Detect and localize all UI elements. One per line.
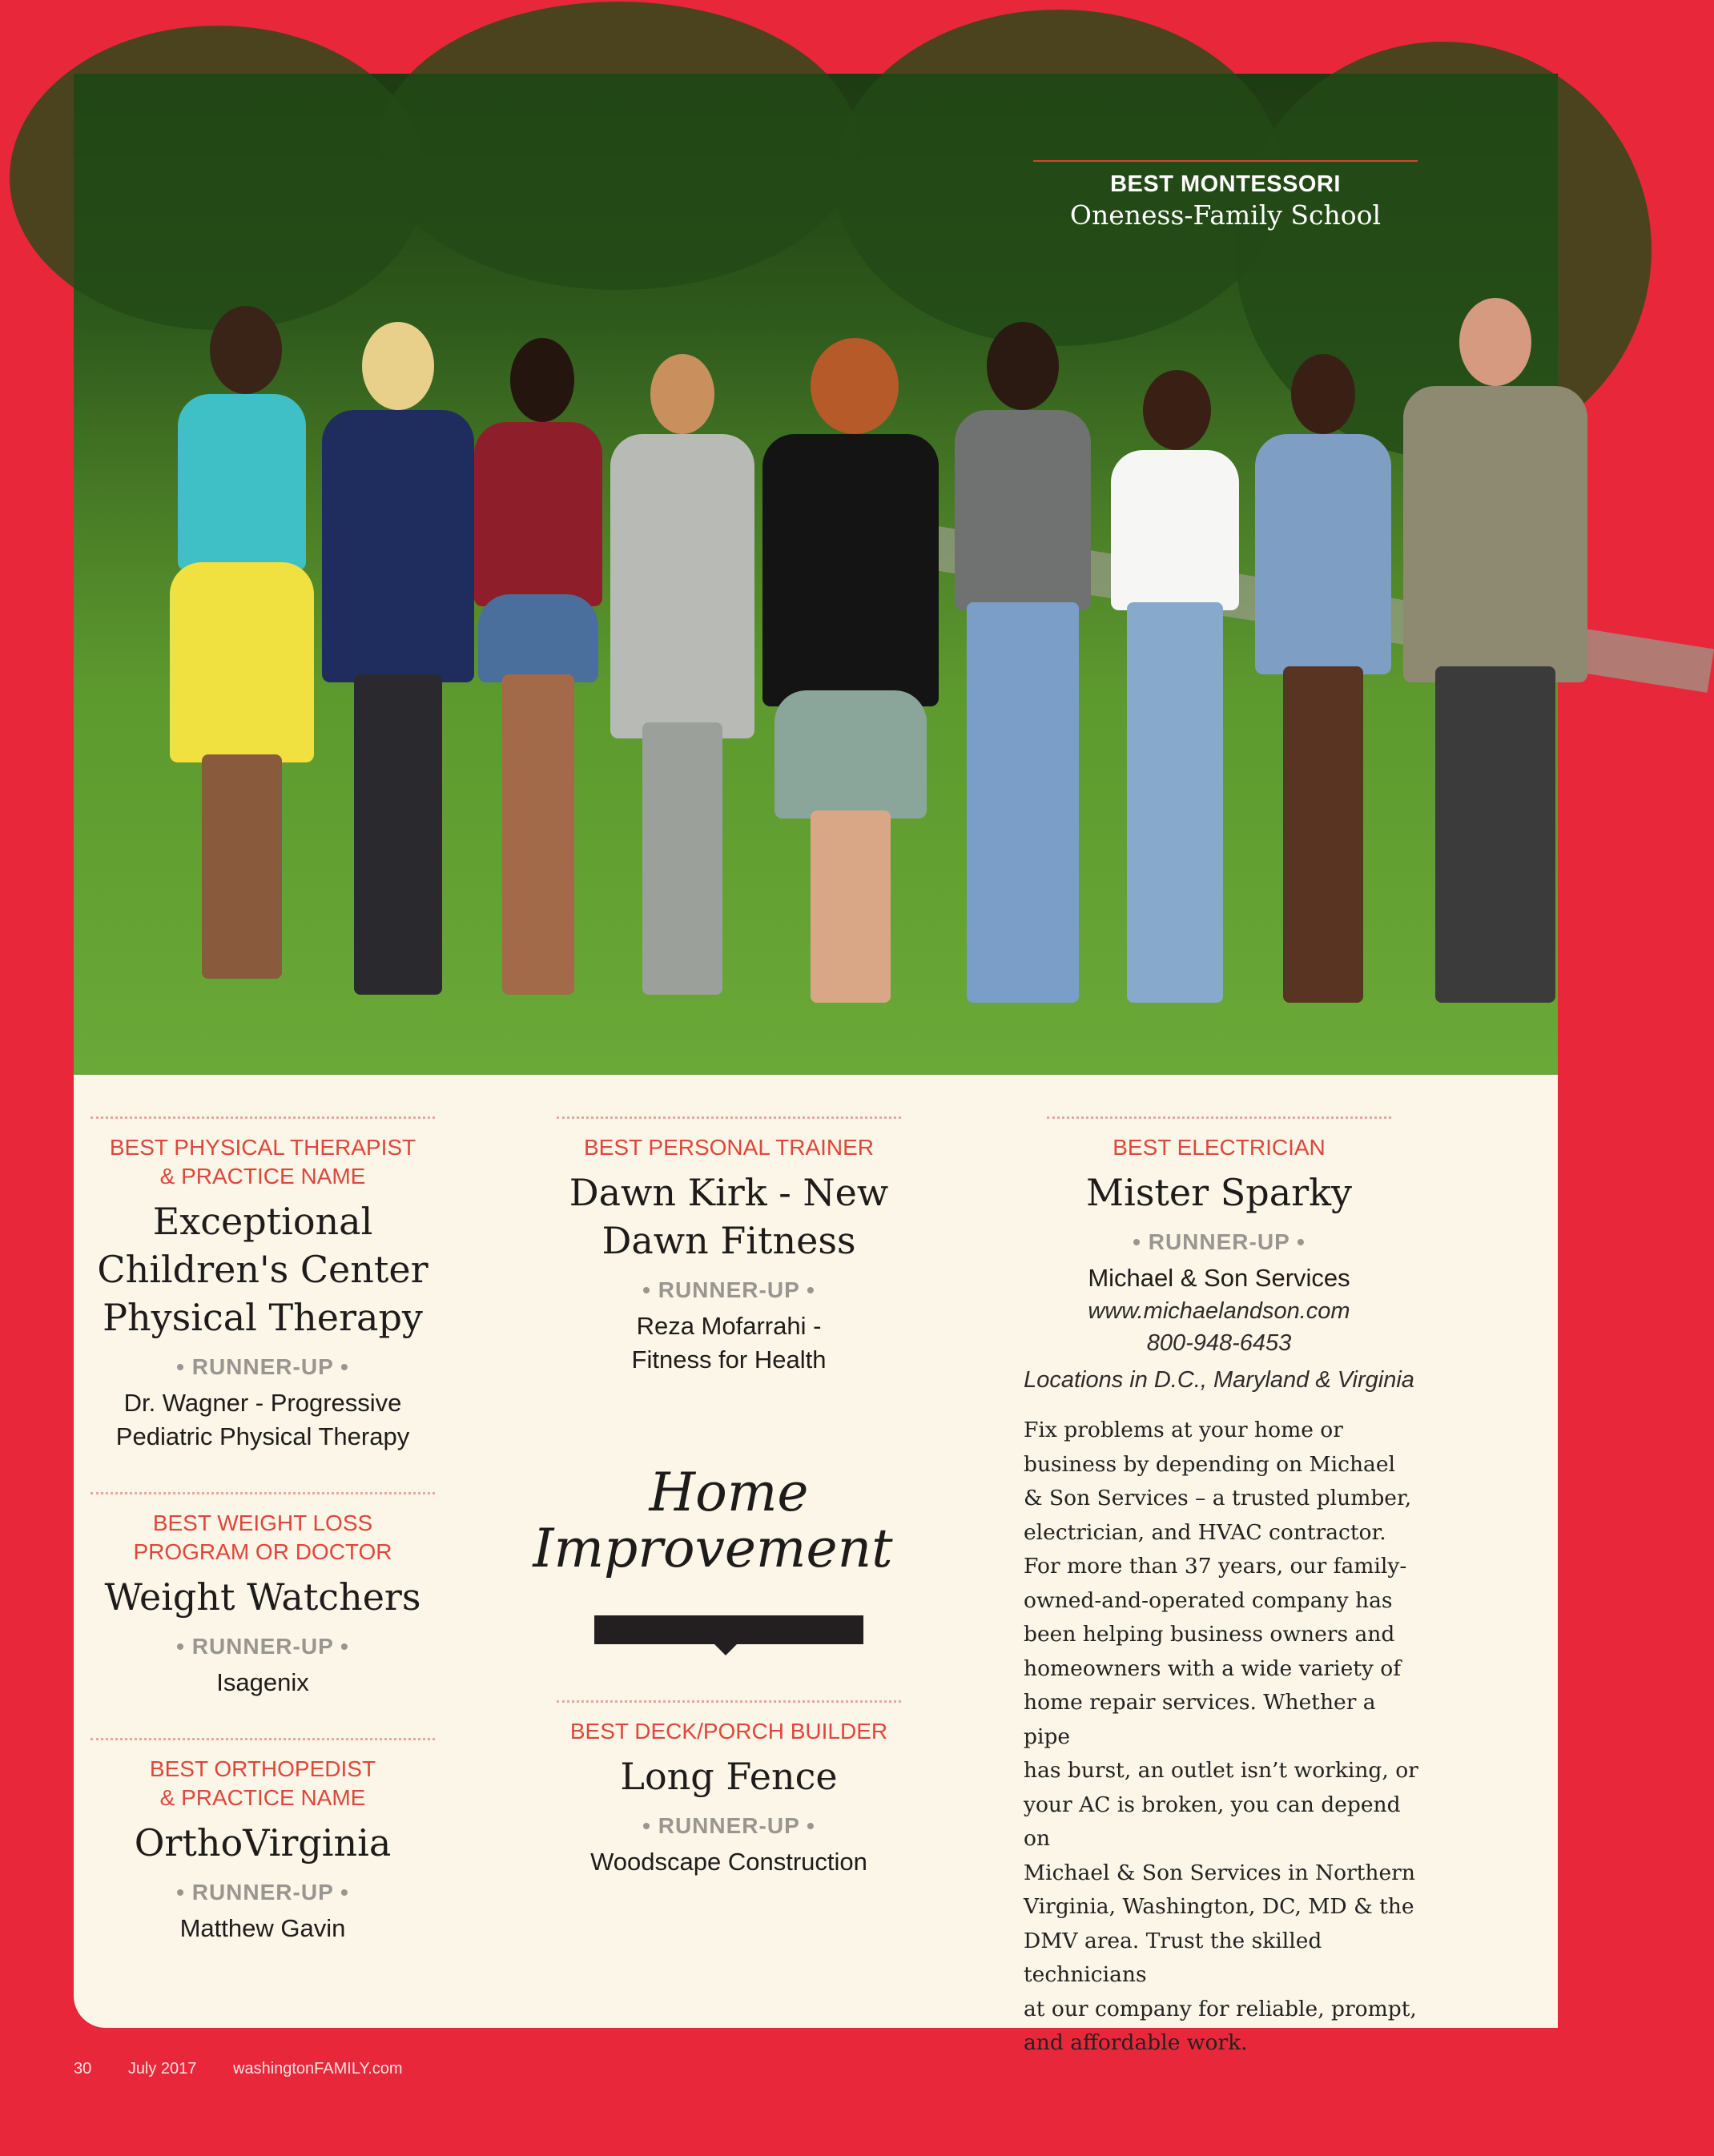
award-winner: Mister Sparky xyxy=(1086,1171,1352,1214)
page-card xyxy=(74,74,1558,2055)
award-category: BEST WEIGHT LOSS PROGRAM OR DOCTOR xyxy=(133,1510,392,1564)
award-block xyxy=(553,1700,905,1879)
award-block xyxy=(553,1116,905,1377)
person-figure xyxy=(306,322,482,1027)
page-number: 30 xyxy=(74,2060,92,2078)
award-block xyxy=(87,1738,439,1945)
phone-number: 800-948-6453 xyxy=(1146,1330,1292,1356)
runner-up-name: Woodscape Construction xyxy=(590,1848,867,1876)
section-heading-line1: Home xyxy=(649,1462,809,1523)
award-winner: Exceptional Children's Center Physical Therapy xyxy=(97,1200,428,1339)
person-figure xyxy=(1243,354,1403,1027)
person-figure xyxy=(1091,370,1259,1027)
runner-up-label: • RUNNER-UP • xyxy=(176,1634,349,1659)
runner-up-name: Dr. Wagner - Progressive Pediatric Physical Therapy xyxy=(115,1389,410,1450)
runner-up-name: Michael & Son Services xyxy=(1088,1264,1350,1292)
award-winner: Weight Watchers xyxy=(104,1575,421,1619)
runner-up-name: Reza Mofarrahi - Fitness for Health xyxy=(631,1312,827,1374)
issue-date: July 2017 xyxy=(127,2060,197,2078)
section-heading-line2: Improvement xyxy=(533,1518,893,1579)
award-category: BEST ELECTRICIAN xyxy=(1112,1135,1326,1160)
locations-text: Locations in D.C., Maryland & Virginia xyxy=(1024,1367,1414,1393)
middle-column xyxy=(533,1116,905,1917)
group-photo xyxy=(74,74,1558,1075)
runner-up-name: Isagenix xyxy=(216,1668,309,1696)
right-column xyxy=(1019,1116,1419,2061)
award-category: BEST PHYSICAL THERAPIST & PRACTICE NAME xyxy=(109,1135,416,1189)
award-block xyxy=(87,1116,439,1454)
caption-category: BEST MONTESSORI xyxy=(1110,171,1341,197)
runner-up-label: • RUNNER-UP • xyxy=(1133,1229,1306,1254)
person-figure xyxy=(939,322,1107,1027)
runner-up-label: • RUNNER-UP • xyxy=(642,1813,815,1838)
caption-winner: Oneness-Family School xyxy=(1069,199,1382,231)
left-column xyxy=(87,1116,439,1984)
ad-blurb: Fix problems at your home or business by depending on Michael & Son Services – a trusted plumber, electrician, and HVAC contractor. For more than 37 years, our family- owned-and-operated company has been helping business owners and homeowners with a wide variety of home repair services. Whether a pipe has burst, an outlet isn’t working, or your AC is broken, you can depend on Michael & Son Services in Northern Virginia, Washington, DC, MD & the DMV area. Trust the skilled technicians at our company for reliable, prompt, and affordable work. xyxy=(1024,1418,1418,2055)
photo-caption xyxy=(1033,160,1418,231)
page-footer xyxy=(74,2060,435,2078)
award-winner: Dawn Kirk - New Dawn Fitness xyxy=(569,1171,889,1262)
award-category: BEST PERSONAL TRAINER xyxy=(583,1135,875,1160)
person-figure xyxy=(602,354,762,1027)
section-banner xyxy=(594,1615,863,1644)
section-heading xyxy=(533,1462,905,1644)
award-winner: Long Fence xyxy=(620,1755,838,1798)
runner-up-label: • RUNNER-UP • xyxy=(176,1354,349,1379)
award-winner: OrthoVirginia xyxy=(134,1821,392,1864)
award-category: BEST DECK/PORCH BUILDER xyxy=(569,1719,888,1744)
person-figure xyxy=(754,338,947,1027)
person-figure xyxy=(1395,298,1595,1027)
person-figure xyxy=(458,338,618,1027)
award-block xyxy=(87,1492,439,1699)
runner-up-label: • RUNNER-UP • xyxy=(176,1880,349,1905)
runner-up-name: Matthew Gavin xyxy=(179,1914,346,1942)
site-link[interactable]: washingtonFAMILY.com xyxy=(233,2060,403,2078)
person-figure xyxy=(146,306,322,1027)
award-category: BEST ORTHOPEDIST & PRACTICE NAME xyxy=(149,1756,376,1810)
website-link[interactable]: www.michaelandson.com xyxy=(1088,1298,1350,1324)
runner-up-label: • RUNNER-UP • xyxy=(642,1277,815,1302)
